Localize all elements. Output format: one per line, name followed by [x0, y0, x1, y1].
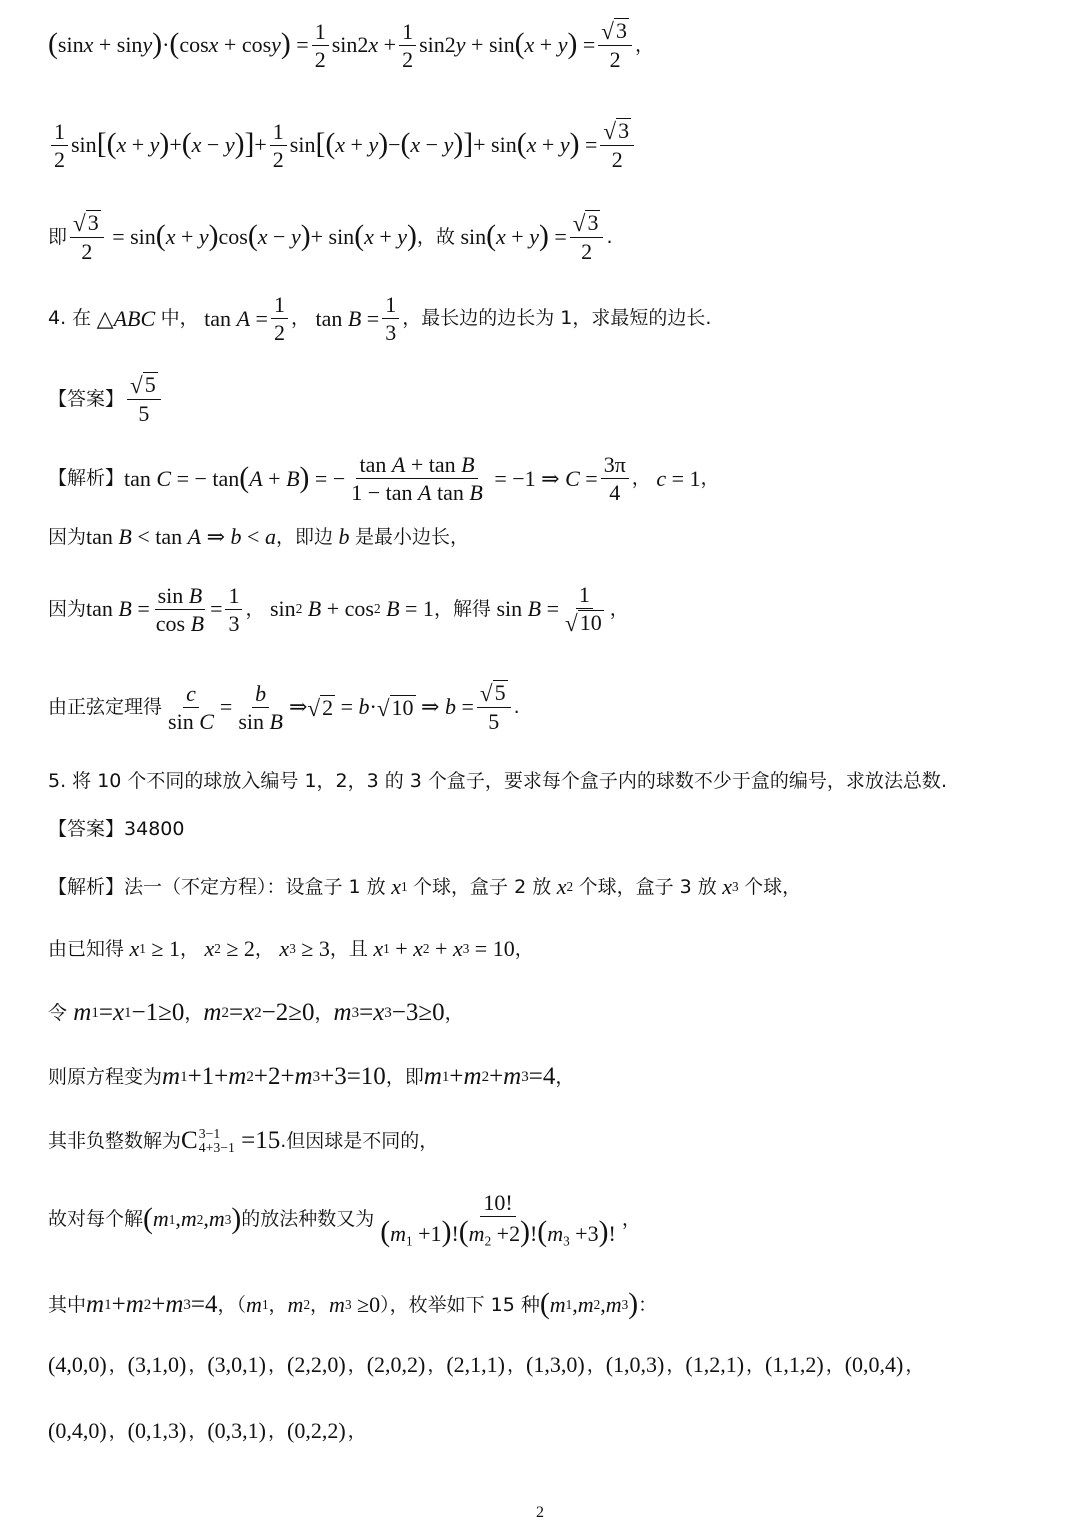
analysis-4-line-3: 因为 tan B = $\frac{\text{sin B}}{\text{cos B}}$ = $\frac{1}{3}$ ， sin 2 B + cos 2 B = 1 ，解得 sin B = 1 √ 10 ，: [48, 582, 629, 637]
tuple-item: (1,2,1): [685, 1352, 745, 1377]
text: 个球，盒子 2 放: [413, 875, 552, 898]
punctuation: .: [606, 225, 613, 248]
punctuation: ，: [700, 467, 720, 490]
punctuation: ，: [586, 1353, 606, 1376]
equation-line-3: 即 √ 3 2 = sin ( x + y ) cos ( x − y ) + sin ( x + y ) ， 故 sin ( x + y ) = √ 3 2 .: [48, 210, 613, 265]
tuple-item: (3,0,1): [207, 1352, 266, 1377]
punctuation: ，: [555, 1065, 575, 1088]
text: ，即边: [275, 525, 333, 548]
analysis-5-line-7: 其中 m 1 + m 2 + m 3 =4 ，（ m 1 ， m 2 ， m 3 ≥0 ），枚举如下 15 种 ( m 1 , m 2 , m 3 ) ：: [48, 1288, 658, 1321]
analysis-label: 【解析】: [48, 467, 125, 490]
answer-label: 【答案】: [48, 818, 125, 840]
punctuation: ，: [427, 1353, 447, 1376]
tuple-item: (0,4,0): [48, 1418, 107, 1443]
analysis-5-line-2: 由已知得 x 1 ≥ 1 ， x 2 ≥ 2 ， x 3 ≥ 3 ，且 x 1 + x 2 + x 3 = 10 ，: [48, 936, 534, 961]
text: 个球，: [744, 875, 802, 898]
text-ji: 即: [48, 225, 68, 248]
text: 法一（不定方程）：设盒子 1 放: [124, 875, 386, 898]
punctuation: ，: [184, 1001, 204, 1024]
question-5-text: 5. 将 10 个不同的球放入编号 1，2，3 的 3 个盒子，要求每个盒子内的球数不少于盒的编号，求放法总数.: [48, 770, 947, 792]
tuple-item: (1,1,2): [765, 1352, 824, 1377]
punctuation: ，: [268, 1419, 288, 1442]
punctuation: ，: [268, 1353, 288, 1376]
tuple-item: (3,1,0): [127, 1352, 187, 1377]
analysis-5-line-4: 则原方程变为 m 1 +1+ m 2 +2+ m 3 +3=10 ，即 m 1 + m 2 + m 3 =4 ，: [48, 1063, 575, 1090]
tuple-item: (0,1,3): [127, 1418, 187, 1443]
text: ，最长边的边长为 1，求最短的边长.: [402, 307, 712, 330]
punctuation: ，: [621, 1208, 641, 1231]
tuple-item: (4,0,0): [48, 1352, 107, 1377]
text: 是最小边长，: [354, 525, 469, 548]
tuple-item: (0,2,2): [287, 1418, 346, 1443]
punctuation: ，: [188, 1419, 208, 1442]
punctuation: ，: [416, 225, 436, 248]
text-gu: 故: [435, 225, 455, 248]
equation-line-1: ( sin x + sin y ) · ( cos x + cos y ) = $\frac{1}{2}$ sin2 x + $\frac{1}{2}$ sin2 y + sin ( x + y ) = √ 3 2 ，: [48, 18, 654, 73]
punctuation: ，: [609, 597, 629, 620]
punctuation: ，: [245, 597, 265, 620]
punctuation: ，: [108, 1353, 128, 1376]
tuple-item: (2,0,2): [366, 1352, 426, 1377]
text: 由正弦定理得: [48, 695, 163, 718]
question-4-label: 4. 在: [48, 307, 92, 330]
punctuation: ，: [631, 467, 651, 490]
text: 则原方程变为: [48, 1065, 163, 1088]
text: .但因球是不同的，: [280, 1129, 439, 1152]
punctuation: ，: [310, 1293, 330, 1316]
answer-label: 【答案】: [48, 387, 125, 410]
punctuation: ，: [666, 1353, 686, 1376]
text: 其非负整数解为: [48, 1129, 182, 1152]
text: ，即: [385, 1065, 424, 1088]
analysis-5-line-5: 其非负整数解为 C 3−1 4+3−1 =15 .但因球是不同的，: [48, 1125, 439, 1155]
punctuation: ，: [290, 307, 310, 330]
text: 因为: [48, 597, 87, 620]
question-4: 4. 在 △ ABC 中， tan A = $\frac{1}{2}$ ， tan B = $\frac{1}{3}$ ，最长边的边长为 1，求最短的边长.: [48, 292, 712, 346]
punctuation: ，: [347, 1353, 367, 1376]
punctuation: ，: [314, 1001, 334, 1024]
text: 令: [48, 1001, 68, 1024]
punctuation: ，: [108, 1419, 128, 1442]
punctuation: ，: [268, 1293, 288, 1316]
tuple-item: (2,1,1): [446, 1352, 506, 1377]
punctuation: .: [513, 695, 520, 718]
text: ），枚举如下 15 种: [380, 1293, 540, 1316]
tuple-item: (0,0,4): [844, 1352, 904, 1377]
page-number: 2: [536, 1504, 544, 1521]
punctuation: ，: [825, 1353, 845, 1376]
analysis-label: 【解析】: [48, 875, 125, 898]
punctuation: ，: [634, 33, 654, 56]
analysis-5-line-1: 【解析】 法一（不定方程）：设盒子 1 放 x 1 个球，盒子 2 放 x 2 个球，盒子 3 放 x 3 个球，: [48, 874, 802, 899]
text: 其中: [48, 1293, 87, 1316]
text: ，（: [217, 1293, 247, 1316]
text: 个球，盒子 3 放: [578, 875, 717, 898]
punctuation: ，: [514, 937, 534, 960]
analysis-4-line-4: 由正弦定理得 $\frac{c}{\text{sin C}}$ = $\frac{b}{\text{sin B}}$ ⇒ √ 2 = b · √ 10 ⇒ b = √ 5 5 .: [48, 680, 520, 735]
text: ：: [638, 1293, 658, 1316]
analysis-4-line-2: 因为 tan B < tan A ⇒ b < a ，即边 b 是最小边长，: [48, 524, 469, 549]
answer-4: 【答案】 √ 5 5: [48, 372, 1040, 427]
punctuation: ，: [179, 937, 199, 960]
text: 由已知得: [48, 937, 125, 960]
text: 故对每个解: [48, 1208, 144, 1231]
text: 中，: [160, 307, 199, 330]
question-5: [48, 770, 1040, 793]
tuple-list-row-2: [48, 1418, 1040, 1444]
tuple-list-row-1: [48, 1352, 1050, 1378]
tuple-item: (2,2,0): [287, 1352, 346, 1377]
tuple-item: (0,3,1): [207, 1418, 266, 1443]
punctuation: ，: [254, 937, 274, 960]
punctuation: ，: [746, 1353, 766, 1376]
punctuation: ，: [444, 1001, 464, 1024]
equation-line-2: $\frac{1}{2}$ sin [ ( x + y ) + ( x − y ) ] + $\frac{1}{2}$ sin [ ( x + y ) − ( x − y ) ] + sin ( x + y ) = √ 3 2: [48, 118, 1040, 173]
punctuation: ，: [507, 1353, 527, 1376]
punctuation: ，: [905, 1353, 925, 1376]
text: ，解得: [433, 597, 491, 620]
text: ，且: [329, 937, 368, 960]
answer-5: [48, 818, 1040, 841]
text: 因为: [48, 525, 87, 548]
text: 的放法种数又为: [241, 1208, 375, 1231]
punctuation: ，: [347, 1419, 367, 1442]
tuple-item: (1,0,3): [605, 1352, 665, 1377]
tuple-item: (1,3,0): [526, 1352, 585, 1377]
answer-value: 34800: [124, 818, 185, 840]
analysis-5-line-3: 令 m 1 = x 1 −1≥0 ， m 2 = x 2 −2≥0 ， m 3 = x 3 −3≥0 ，: [48, 999, 464, 1026]
analysis-5-line-6: 故对每个解 ( m 1 , m 2 , m 3 ) 的放法种数又为 $\frac{10!}{(m_1 +1)!(m_2 +2)!(m_3 +3)!}$ ，: [48, 1190, 641, 1249]
punctuation: ，: [188, 1353, 208, 1376]
analysis-4-line-1: 【解析】 tan C = − tan ( A + B ) = − $\frac{\text{tan A + tan B}}{\text{1 − tan A tan B}}$ = −1 ⇒ C = $\frac{3\pi}{4}$ ， c = 1 ，: [48, 452, 720, 506]
